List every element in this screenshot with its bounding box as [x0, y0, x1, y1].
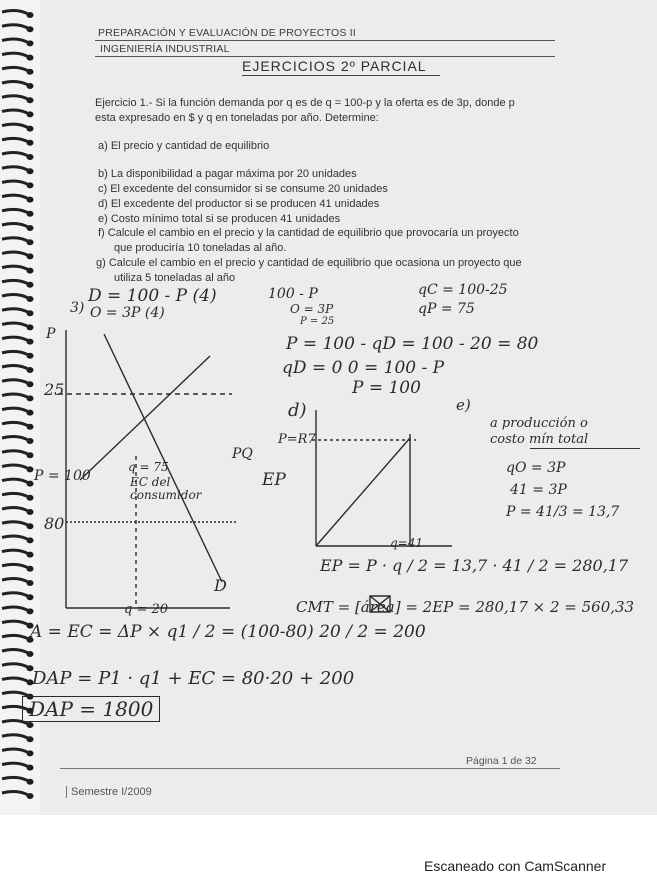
course-title: PREPARACIÓN Y EVALUACIÓN DE PROYECTOS II: [98, 27, 356, 39]
item-b: b) La disponibilidad a pagar máxima por 20 unidades: [98, 168, 357, 180]
page-title: EJERCICIOS 2º PARCIAL: [242, 58, 427, 74]
scanner-watermark: Escaneado con CamScanner: [424, 858, 607, 874]
hw-d-q41: q=41: [390, 536, 424, 550]
hw-p100: P = 100: [352, 378, 421, 398]
item-e: e) Costo mínimo total si se producen 41 unidades: [98, 213, 341, 225]
hw-ep-formula: EP = P · q / 2 = 13,7 · 41 / 2 = 280,17: [320, 556, 629, 575]
item-d: d) El excedente del productor si se producen 41 unidades: [98, 198, 380, 210]
hw-cmt-formula: CMT = [área] = 2EP = 280,17 × 2 = 560,33: [296, 598, 635, 616]
hw-calc-a3: P = 25: [300, 316, 335, 327]
hw-dap-formula: DAP = P1 · q1 + EC = 80·20 + 200: [32, 668, 355, 689]
hw-price-b: P = 100 - qD = 100 - 20 = 80: [286, 334, 539, 354]
item-g: g) Calcule el cambio en el precio y cantidad de equilibrio que ocasiona un proyecto que: [96, 257, 522, 269]
hw-ec-formula: A = EC = ΔP × q1 / 2 = (100-80) 20 / 2 = 200: [30, 622, 426, 642]
hw-graph-p: P: [46, 326, 56, 342]
cmt-box-icon: [370, 596, 390, 612]
item-f-cont: que produciría 10 toneladas al año.: [114, 242, 287, 254]
item-a: a) El precio y cantidad de equilibrio: [98, 140, 270, 152]
hw-graph-3: 3): [70, 300, 85, 316]
hw-graph-d: D: [214, 576, 227, 595]
item-f: f) Calcule el cambio en el precio y la cantidad de equilibrio que provocaría un proyecto: [98, 227, 519, 239]
footer-semester: Semestre I/2009: [66, 786, 152, 798]
hw-graph-ec: EC del consumidor: [130, 475, 202, 502]
item-c: c) El excedente del consumidor si se consume 20 unidades: [98, 183, 388, 195]
exercise-intro-1: Ejercicio 1.- Si la función demanda por q es de q = 100-p y la oferta es de 3p, donde p: [95, 97, 515, 109]
hw-demand: D = 100 - P (4): [88, 286, 217, 306]
hw-qd0: qD = 0 0 = 100 - P: [282, 358, 445, 378]
hw-graph-25: 25: [44, 380, 65, 399]
hw-supply: O = 3P (4): [90, 305, 165, 321]
graph-supply-demand: [58, 330, 238, 608]
hw-d-prp: P=R7: [278, 432, 316, 447]
hw-e-41: 41 = 3P: [510, 482, 567, 498]
hw-calc-a2: O = 3P: [290, 302, 334, 316]
footer-page: Página 1 de 32: [466, 755, 537, 767]
hw-graph-80: 80: [44, 514, 65, 533]
hw-graph-pq: PQ: [232, 446, 253, 462]
hw-e-note2: costo mín total: [490, 432, 589, 447]
hw-e-label: e): [456, 396, 471, 414]
hw-dap-result: DAP = 1800: [22, 696, 160, 722]
hw-calc-q2: qP = 75: [418, 301, 475, 317]
career-title: INGENIERÍA INDUSTRIAL: [100, 43, 230, 55]
hw-graph-100: P = 100: [34, 468, 91, 484]
hw-calc-a1: 100 - P: [268, 286, 318, 302]
hw-graph-q20: q = 20: [124, 602, 169, 617]
hw-e-qo: qO = 3P: [506, 460, 566, 476]
hw-e-note1: a producción o: [490, 416, 588, 431]
exercise-intro-2: esta expresado en $ y q en toneladas por año. Determine:: [95, 112, 379, 124]
hw-graph-q75: q = 75: [128, 460, 169, 474]
item-g-cont: utiliza 5 toneladas al año: [114, 272, 236, 284]
hw-calc-q1: qC = 100-25: [418, 282, 508, 298]
hw-e-p: P = 41/3 = 13,7: [506, 504, 620, 520]
hw-d-label: d): [288, 400, 307, 421]
hw-d-ep: EP: [262, 470, 286, 490]
graph-producer-surplus: [312, 410, 452, 546]
